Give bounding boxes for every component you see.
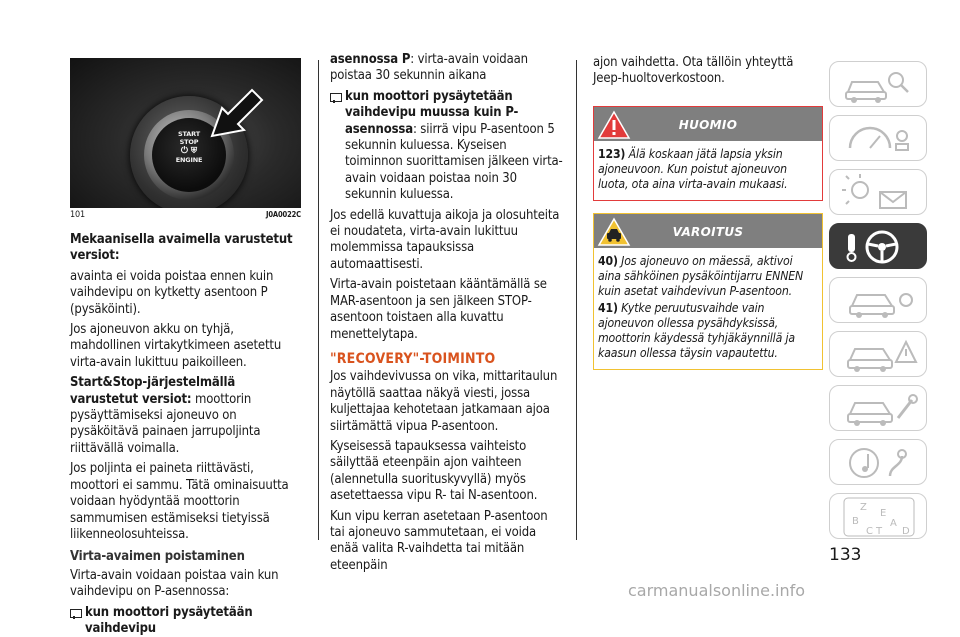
alphabet-letter: C bbox=[866, 526, 873, 537]
chapter-tab-3[interactable] bbox=[829, 169, 927, 215]
key-icon bbox=[330, 93, 342, 102]
key-icon bbox=[70, 609, 82, 618]
caution-item: 40) Jos ajoneuvo on mäessä, aktivoi aina sähköinen pysäköintijarru ENNEN kuin asetat vaihdevivun P-asentoon. bbox=[598, 253, 804, 298]
warning-header bbox=[594, 107, 822, 141]
caution-body bbox=[594, 248, 822, 369]
warning-title: HUOMIO bbox=[678, 117, 738, 132]
paragraph: Jos edellä kuvattuja aikoja ja olosuhteita ei noudateta, virta-avain lukittuu molemmissa tapauksissa automaattisesti. bbox=[330, 207, 560, 272]
chapter-tab-5[interactable] bbox=[829, 277, 927, 323]
chapter-tab-1[interactable] bbox=[829, 61, 927, 107]
car-warning-icon bbox=[830, 332, 928, 378]
paragraph: avainta ei voida poistaa ennen kuin vaihdevipu on kytketty asentoon P (pysäköinti). bbox=[70, 268, 274, 317]
start-stop-button-photo bbox=[70, 58, 301, 208]
chapter-tab-7[interactable] bbox=[829, 385, 927, 431]
caution-title: VAROITUS bbox=[672, 224, 744, 239]
warning-item: 123) Älä koskaan jätä lapsia yksin ajoneuvoon. Kun poistut ajoneuvon luota, ota aina virta-avain mukaasi. bbox=[598, 146, 788, 191]
light-mail-icon bbox=[830, 170, 928, 216]
chapter-tab-9[interactable] bbox=[829, 493, 927, 539]
start-stop-heading: Start&Stop-järjestelmällä varustetut versiot: bbox=[70, 375, 236, 407]
alphabet-letter: A bbox=[890, 518, 897, 529]
alphabet-letter: D bbox=[902, 526, 910, 537]
figure-number: 101 bbox=[70, 210, 86, 220]
alphabet-letter: Z bbox=[860, 502, 867, 513]
condition-item: kun moottori pysäytetään vaihdevipu bbox=[70, 605, 305, 637]
subheading-key-removal: Virta-avaimen poistaminen bbox=[70, 549, 245, 565]
column-divider bbox=[318, 60, 319, 540]
power-icon: ⏻ ⛨ bbox=[180, 146, 198, 156]
paragraph: Kyseisessä tapauksessa vaihteisto säilyttää eteenpäin ajon vaihteen (alennetulla suorituskyvyllä) myös asetettaessa vipu R- tai N-asentoon. bbox=[330, 438, 538, 504]
paragraph: Virta-avain poistetaan kääntämällä se MAR-asentoon ja sen jälkeen STOP-asentoon toistaen alla kuvattu menettelytapa. bbox=[330, 277, 547, 342]
button-label: START STOP ⏻ ⛨ ENGINE bbox=[152, 130, 226, 164]
chapter-tab-2[interactable] bbox=[829, 115, 927, 161]
page-number: 133 bbox=[829, 545, 862, 565]
warning-body bbox=[594, 141, 822, 200]
warning-box bbox=[593, 106, 823, 201]
music-nav-icon bbox=[830, 440, 928, 486]
caution-header bbox=[594, 214, 822, 248]
column-2 bbox=[330, 52, 565, 578]
alphabet-index-icon bbox=[830, 494, 928, 540]
paragraph: Virta-avain voidaan poistaa vain kun vaihdevipu on P-asennossa: bbox=[70, 567, 279, 600]
figure-code: J0A0022C bbox=[266, 210, 301, 219]
chapter-tab-6[interactable] bbox=[829, 331, 927, 377]
section-title-recovery: "RECOVERY"-TOIMINTO bbox=[330, 350, 496, 367]
paragraph: Kun vipu kerran asetetaan P-asentoon tai ajoneuvo sammutetaan, ei voida enää valita R-vaihdetta tai mitään eteenpäin bbox=[330, 508, 548, 573]
column-3 bbox=[593, 55, 823, 370]
column-1 bbox=[70, 58, 305, 637]
alphabet-letter: E bbox=[880, 508, 887, 519]
arrow-icon bbox=[208, 84, 268, 144]
car-search-icon bbox=[830, 62, 928, 108]
alphabet-letter: B bbox=[852, 516, 859, 527]
paragraph: Jos ajoneuvon akku on tyhjä, mahdollinen virtakytkimeen asetettu virta-avain lukittuu paikoilleen. bbox=[70, 322, 282, 370]
chapter-tabs bbox=[829, 61, 931, 547]
caution-item: 41) Kytke peruutusvaihde vain ajoneuvon ollessa pysähdyksissä, moottorin käydessä tyhjäkäynnillä ja kaasun ollessa täysin vapautettu. bbox=[598, 300, 795, 360]
car-safety-icon bbox=[830, 278, 928, 324]
column-divider bbox=[576, 60, 577, 540]
paragraph: ajon vaihdetta. Ota tällöin yhteyttä Jeep-huoltoverkostoon. bbox=[593, 55, 794, 87]
figure-caption bbox=[70, 209, 301, 221]
car-wrench-icon bbox=[830, 386, 928, 432]
caution-box bbox=[593, 213, 823, 370]
steering-key-icon bbox=[830, 224, 928, 270]
mechanical-key-heading: Mekaanisella avaimella varustetut versiot: bbox=[70, 232, 293, 264]
alphabet-letter: T bbox=[876, 526, 883, 537]
chapter-tab-4[interactable] bbox=[829, 223, 927, 269]
condition-item: kun moottori pysäytetään vaihdevipu muussa kuin P-asennossa: siirrä vipu P-asentoon 5 sekunnin kuluessa. Kyseisen toiminnon suorittamisen jälkeen virta-avain voidaan poistaa noin 30 sekunnin kuluessa. bbox=[330, 89, 565, 204]
condition-continuation: asennossa P: virta-avain voidaan poistaa 30 sekunnin aikana bbox=[330, 52, 528, 84]
paragraph: Jos vaihdevivussa on vika, mittaritaulun näytöllä saattaa näkyä viesti, jossa kuljettajaa kehotetaan jatkamaan ajoa siirtämättä vipua P-asentoon. bbox=[330, 369, 558, 434]
chapter-tab-8[interactable] bbox=[829, 439, 927, 485]
watermark: carmanualsonline.info bbox=[628, 581, 806, 600]
start-stop-paragraph: Start&Stop-järjestelmällä varustetut versiot: moottorin pysäyttämiseksi ajoneuvo on pysäköitävä painaen jarrupoljinta riittävällä voimalla. bbox=[70, 375, 261, 456]
paragraph: Jos poljinta ei paineta riittävästi, moottori ei sammu. Tätä ominaisuutta voidaan hyödyntää moottorin sammumisen estämiseksi tietyissä liikenneolosuhteissa. bbox=[70, 461, 289, 542]
dashboard-lights-icon bbox=[830, 116, 928, 162]
